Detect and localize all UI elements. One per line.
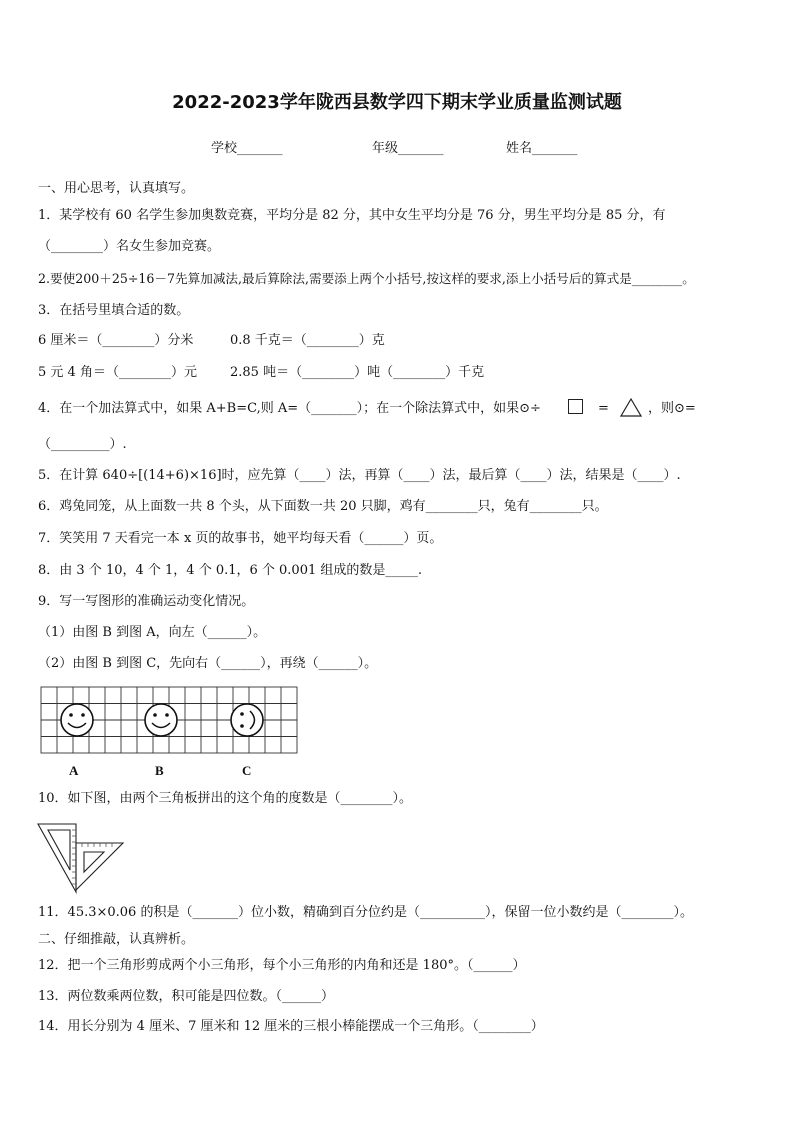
section-1-heading: 一、用心思考，认真填写。 xyxy=(38,181,195,196)
question-4-line-2: （_________）. xyxy=(38,437,127,452)
triangle-icon xyxy=(620,397,642,417)
smiley-face-a-icon xyxy=(61,704,93,736)
question-3-item-yuan: 5 元 4 角＝（________）元 xyxy=(38,365,197,380)
question-12: 12．把一个三角形剪成两个小三角形，每个小三角形的内角和还是 180°。（______） xyxy=(38,958,526,973)
question-9: 9．写一写图形的准确运动变化情况。 xyxy=(38,594,255,609)
question-5: 5．在计算 640÷[(14+6)×16]时，应先算（____）法，再算（____）法，最后算（____）法，结果是（____）. xyxy=(38,468,681,483)
question-1-line-2: （________）名女生参加竞赛。 xyxy=(38,239,221,254)
question-4-line-1: 4．在一个加法算式中，如果 A+B=C,则 A=（_______）；在一个除法算式中，如果⊙÷ xyxy=(38,401,541,416)
set-squares-figure xyxy=(36,820,128,894)
grid-label-a: A xyxy=(69,763,79,778)
question-3-item-kg: 0.8 千克＝（________）克 xyxy=(230,333,385,348)
grid-label-c: C xyxy=(242,763,252,778)
grid-figure xyxy=(40,686,300,756)
question-2: 2.要使200＋25÷16－7先算加减法,最后算除法,需要添上两个小括号,按这样的要求,添上小括号后的算式是________。 xyxy=(38,271,695,286)
question-13: 13．两位数乘两位数，积可能是四位数。（______） xyxy=(38,989,335,1004)
question-7: 7．笑笑用 7 天看完一本 x 页的故事书，她平均每天看（______）页。 xyxy=(38,531,443,546)
section-2-heading: 二、仔细推敲，认真辨析。 xyxy=(38,932,195,947)
grid-label-b: B xyxy=(155,763,164,778)
square-icon xyxy=(568,399,583,414)
question-11: 11．45.3×0.06 的积是（_______）位小数，精确到百分位约是（__________），保留一位小数约是（________）。 xyxy=(38,905,693,920)
smiley-face-b-icon xyxy=(145,704,177,736)
question-3-item-cm: 6 厘米＝（________）分米 xyxy=(38,333,194,348)
question-3: 3．在括号里填合适的数。 xyxy=(38,303,190,318)
name-field[interactable]: 姓名_______ xyxy=(506,141,578,156)
question-6: 6．鸡兔同笼，从上面数一共 8 个头，从下面数一共 20 只脚，鸡有________只，兔有________只。 xyxy=(38,499,608,514)
question-8: 8．由 3 个 10，4 个 1，4 个 0.1，6 个 0.001 组成的数是_____. xyxy=(38,563,423,578)
question-3-item-ton: 2.85 吨＝（________）吨（________）千克 xyxy=(230,365,485,380)
question-10: 10．如下图，由两个三角板拼出的这个角的度数是（________）。 xyxy=(38,791,413,806)
question-4-equals: = xyxy=(598,401,609,416)
grade-field[interactable]: 年级_______ xyxy=(372,141,444,156)
question-14: 14．用长分别为 4 厘米、7 厘米和 12 厘米的三根小棒能摆成一个三角形。（________） xyxy=(38,1019,544,1034)
question-9-part-1: （1）由图 B 到图 A，向左（______）。 xyxy=(38,625,267,640)
school-field[interactable]: 学校_______ xyxy=(211,141,283,156)
question-9-part-2: （2）由图 B 到图 C，先向右（______），再绕（______）。 xyxy=(38,656,378,671)
smiley-face-c-rotated-icon xyxy=(231,704,263,736)
question-4-end: ，则⊙= xyxy=(648,401,696,416)
question-1-line-1: 1．某学校有 60 名学生参加奥数竞赛，平均分是 82 分，其中女生平均分是 76 分，男生平均分是 85 分，有 xyxy=(38,208,666,223)
page-title: 2022-2023学年陇西县数学四下期末学业质量监测试题 xyxy=(172,92,622,113)
